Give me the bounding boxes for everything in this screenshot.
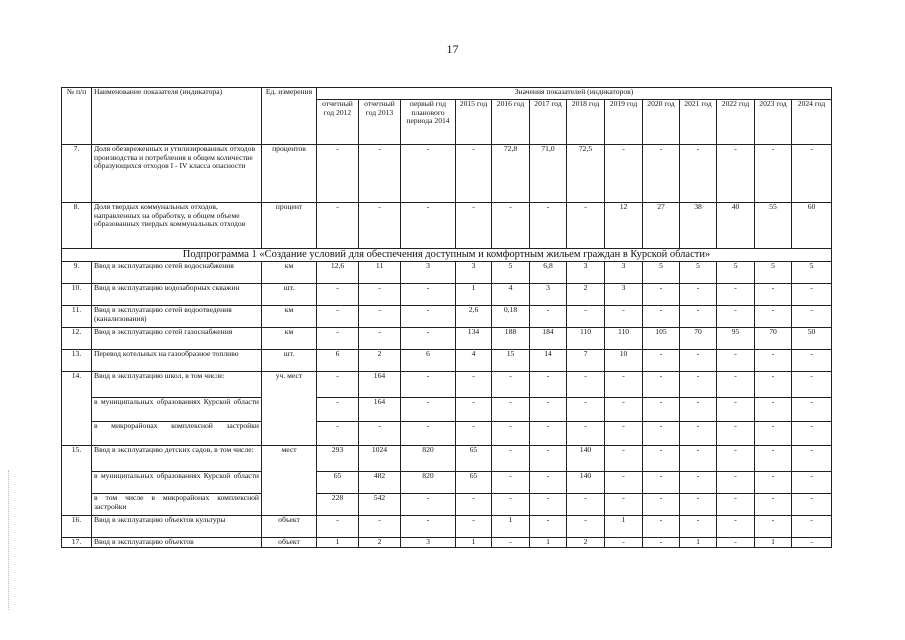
value-cell: 7 — [567, 350, 605, 372]
scan-edge — [8, 470, 10, 610]
value-cell: - — [317, 398, 359, 422]
value-cell: - — [605, 494, 643, 516]
value-cell: - — [567, 422, 605, 446]
value-cell: - — [643, 350, 680, 372]
value-cell: - — [359, 306, 401, 328]
value-cell: - — [680, 516, 717, 538]
table-row — [62, 203, 832, 249]
value-cell: 11 — [359, 262, 401, 284]
value-cell: - — [401, 494, 456, 516]
value-cell: - — [755, 422, 792, 446]
value-cell: 3 — [567, 262, 605, 284]
table-row — [62, 372, 832, 398]
value-cell: - — [359, 516, 401, 538]
unit-cell: км — [262, 262, 317, 284]
unit-cell: процентов — [262, 145, 317, 203]
value-cell: - — [492, 446, 530, 472]
unit-cell: шт. — [262, 284, 317, 306]
value-cell: - — [492, 494, 530, 516]
indicator-name: Перевод котельных на газообразное топливо — [92, 350, 262, 372]
value-cell: 60 — [792, 203, 832, 249]
value-cell: 134 — [456, 328, 492, 350]
value-cell: - — [530, 203, 567, 249]
value-cell: - — [605, 372, 643, 398]
value-cell: - — [567, 516, 605, 538]
value-cell: - — [643, 145, 680, 203]
value-cell: 3 — [605, 284, 643, 306]
value-cell: 3 — [530, 284, 567, 306]
header-year: отчетный год 2013 — [359, 100, 401, 145]
header-year: первый год планового периода 2014 — [401, 100, 456, 145]
value-cell: 5 — [680, 262, 717, 284]
value-cell: - — [792, 472, 832, 494]
value-cell: 65 — [317, 472, 359, 494]
table-body — [62, 145, 832, 548]
value-cell: - — [456, 145, 492, 203]
value-cell: 6 — [401, 350, 456, 372]
value-cell: - — [680, 372, 717, 398]
value-cell: - — [530, 422, 567, 446]
unit-cell: шт. — [262, 350, 317, 372]
value-cell: 2 — [359, 350, 401, 372]
indicator-name: Ввод в эксплуатацию сетей водоотведения (канализования) — [92, 306, 262, 328]
value-cell: - — [792, 398, 832, 422]
value-cell: - — [717, 306, 755, 328]
value-cell: - — [643, 446, 680, 472]
value-cell: 1 — [456, 284, 492, 306]
row-number: 8. — [62, 203, 92, 249]
row-number: 14. — [62, 372, 92, 446]
value-cell: 65 — [456, 472, 492, 494]
unit-cell: объект — [262, 538, 317, 548]
value-cell: - — [643, 494, 680, 516]
value-cell: - — [643, 538, 680, 548]
header-year: 2023 год — [755, 100, 792, 145]
value-cell: - — [401, 284, 456, 306]
value-cell: - — [755, 398, 792, 422]
row-number: 13. — [62, 350, 92, 372]
value-cell: - — [680, 306, 717, 328]
header-year: 2019 год — [605, 100, 643, 145]
value-cell: - — [717, 398, 755, 422]
value-cell: - — [317, 145, 359, 203]
header-year: 2021 год — [680, 100, 717, 145]
table-row — [62, 145, 832, 203]
value-cell: - — [755, 145, 792, 203]
indicator-name: Ввод в эксплуатацию объектов — [92, 538, 262, 548]
value-cell: - — [567, 306, 605, 328]
indicator-name: Ввод в эксплуатацию водозаборных скважин — [92, 284, 262, 306]
value-cell: - — [401, 328, 456, 350]
header-year: 2018 год — [567, 100, 605, 145]
value-cell: - — [717, 284, 755, 306]
value-cell: - — [492, 538, 530, 548]
value-cell: 38 — [680, 203, 717, 249]
unit-cell: уч. мест — [262, 372, 317, 446]
value-cell: 1 — [317, 538, 359, 548]
value-cell: - — [530, 372, 567, 398]
value-cell: - — [755, 494, 792, 516]
value-cell: - — [456, 422, 492, 446]
value-cell: 27 — [643, 203, 680, 249]
value-cell: - — [680, 472, 717, 494]
value-cell: - — [605, 398, 643, 422]
value-cell: - — [492, 472, 530, 494]
value-cell: - — [492, 398, 530, 422]
value-cell: - — [530, 398, 567, 422]
value-cell: - — [605, 145, 643, 203]
value-cell: - — [680, 422, 717, 446]
header-unit: Ед. измерения — [262, 88, 317, 145]
value-cell: - — [401, 516, 456, 538]
value-cell: - — [792, 284, 832, 306]
value-cell: 71,0 — [530, 145, 567, 203]
value-cell: - — [755, 284, 792, 306]
sub-indicator-name: в том числе в микрорайонах комплексной застройки — [92, 494, 262, 516]
value-cell: 14 — [530, 350, 567, 372]
value-cell: 1 — [605, 516, 643, 538]
value-cell: 15 — [492, 350, 530, 372]
unit-cell: мест — [262, 446, 317, 516]
value-cell: 110 — [605, 328, 643, 350]
value-cell: - — [401, 422, 456, 446]
indicator-name: Ввод в эксплуатацию объектов культуры — [92, 516, 262, 538]
value-cell: - — [643, 306, 680, 328]
value-cell: 1 — [530, 538, 567, 548]
value-cell: - — [792, 350, 832, 372]
value-cell: - — [401, 398, 456, 422]
value-cell: - — [456, 372, 492, 398]
value-cell: 3 — [605, 262, 643, 284]
value-cell: - — [643, 284, 680, 306]
value-cell: 820 — [401, 472, 456, 494]
value-cell: - — [717, 472, 755, 494]
value-cell: 1 — [755, 538, 792, 548]
value-cell: - — [567, 398, 605, 422]
value-cell: 293 — [317, 446, 359, 472]
value-cell: - — [456, 494, 492, 516]
value-cell: - — [680, 446, 717, 472]
sub-indicator-name: в муниципальных образованиях Курской области — [92, 398, 262, 422]
value-cell: - — [530, 494, 567, 516]
value-cell: - — [680, 398, 717, 422]
value-cell: - — [792, 372, 832, 398]
page-number: 17 — [446, 42, 459, 56]
value-cell: - — [456, 516, 492, 538]
value-cell: - — [567, 372, 605, 398]
header-values: Значения показателей (индикаторов) — [317, 88, 832, 100]
indicator-name: Ввод в эксплуатацию сетей газоснабжения — [92, 328, 262, 350]
value-cell: - — [755, 472, 792, 494]
header-year: 2020 год — [643, 100, 680, 145]
row-number: 16. — [62, 516, 92, 538]
value-cell: 2,6 — [456, 306, 492, 328]
value-cell: 140 — [567, 446, 605, 472]
value-cell: 12 — [605, 203, 643, 249]
value-cell: 2 — [567, 284, 605, 306]
value-cell: 4 — [492, 284, 530, 306]
header-year: 2016 год — [492, 100, 530, 145]
value-cell: 228 — [317, 494, 359, 516]
value-cell: 140 — [567, 472, 605, 494]
value-cell: - — [680, 494, 717, 516]
value-cell: - — [680, 145, 717, 203]
value-cell: - — [755, 372, 792, 398]
value-cell: - — [792, 306, 832, 328]
row-number: 9. — [62, 262, 92, 284]
table-row — [62, 446, 832, 472]
value-cell: 5 — [717, 262, 755, 284]
value-cell: - — [643, 398, 680, 422]
sub-indicator-name: в микрорайонах комплексной застройки — [92, 422, 262, 446]
value-cell: - — [680, 284, 717, 306]
value-cell: - — [456, 203, 492, 249]
value-cell: 2 — [359, 538, 401, 548]
value-cell: - — [717, 516, 755, 538]
value-cell: - — [605, 446, 643, 472]
unit-cell: км — [262, 306, 317, 328]
value-cell: - — [643, 372, 680, 398]
value-cell: - — [605, 306, 643, 328]
unit-cell: км — [262, 328, 317, 350]
value-cell: 3 — [401, 262, 456, 284]
header-year: отчетный год 2012 — [317, 100, 359, 145]
value-cell: - — [492, 203, 530, 249]
table-row — [62, 262, 832, 284]
value-cell: 1 — [456, 538, 492, 548]
value-cell: - — [317, 516, 359, 538]
value-cell: - — [530, 446, 567, 472]
value-cell: 5 — [755, 262, 792, 284]
value-cell: 5 — [643, 262, 680, 284]
header-year: 2017 год — [530, 100, 567, 145]
indicators-table — [61, 87, 832, 548]
value-cell: 50 — [792, 328, 832, 350]
value-cell: 5 — [792, 262, 832, 284]
value-cell: 72,5 — [567, 145, 605, 203]
value-cell: - — [401, 145, 456, 203]
value-cell: - — [359, 284, 401, 306]
value-cell: - — [567, 494, 605, 516]
value-cell: - — [680, 350, 717, 372]
value-cell: 482 — [359, 472, 401, 494]
header-name: Наименование показателя (индикатора) — [92, 88, 262, 145]
indicator-name: Доля твердых коммунальных отходов, направленных на обработку, в общем объеме образованных твердых коммунальных отходов — [92, 203, 262, 249]
value-cell: - — [792, 422, 832, 446]
value-cell: 55 — [755, 203, 792, 249]
table-row — [62, 306, 832, 328]
value-cell: - — [605, 422, 643, 446]
value-cell: 188 — [492, 328, 530, 350]
header-year: 2024 год — [792, 100, 832, 145]
value-cell: - — [492, 372, 530, 398]
value-cell: - — [755, 350, 792, 372]
value-cell: - — [317, 203, 359, 249]
row-number: 7. — [62, 145, 92, 203]
header-num: № п/п — [62, 88, 92, 145]
value-cell: 3 — [456, 262, 492, 284]
indicator-name: Ввод в эксплуатацию детских садов, в том числе: — [92, 446, 262, 472]
value-cell: - — [401, 203, 456, 249]
value-cell: - — [359, 422, 401, 446]
value-cell: - — [530, 472, 567, 494]
value-cell: - — [717, 422, 755, 446]
value-cell: - — [755, 306, 792, 328]
value-cell: 2 — [567, 538, 605, 548]
unit-cell: объект — [262, 516, 317, 538]
value-cell: 1 — [492, 516, 530, 538]
value-cell: - — [792, 538, 832, 548]
table-subrow — [62, 398, 832, 422]
value-cell: - — [717, 350, 755, 372]
value-cell: - — [792, 494, 832, 516]
row-number: 15. — [62, 446, 92, 516]
value-cell: - — [401, 306, 456, 328]
table-row — [62, 350, 832, 372]
value-cell: 0,18 — [492, 306, 530, 328]
value-cell: - — [755, 446, 792, 472]
value-cell: 1 — [680, 538, 717, 548]
subprogram-title: Подпрограмма 1 «Создание условий для обеспечения доступным и комфортным жильем граждан в Курской области» — [62, 249, 832, 262]
value-cell: - — [567, 203, 605, 249]
value-cell: - — [643, 472, 680, 494]
value-cell: 6,8 — [530, 262, 567, 284]
value-cell: - — [359, 203, 401, 249]
value-cell: - — [530, 516, 567, 538]
value-cell: - — [717, 446, 755, 472]
value-cell: - — [317, 306, 359, 328]
value-cell: 542 — [359, 494, 401, 516]
value-cell: - — [755, 516, 792, 538]
value-cell: - — [401, 372, 456, 398]
row-number: 12. — [62, 328, 92, 350]
indicator-name: Доля обезвреженных и утилизированных отходов производства и потребления в общем количестве образующихся отходов I - IV класса опасности — [92, 145, 262, 203]
value-cell: 1024 — [359, 446, 401, 472]
value-cell: 5 — [492, 262, 530, 284]
unit-cell: процент — [262, 203, 317, 249]
table-subrow — [62, 472, 832, 494]
value-cell: - — [792, 516, 832, 538]
value-cell: - — [530, 306, 567, 328]
value-cell: 105 — [643, 328, 680, 350]
table-subrow — [62, 422, 832, 446]
value-cell: 184 — [530, 328, 567, 350]
table-row — [62, 328, 832, 350]
table-row — [62, 284, 832, 306]
value-cell: 3 — [401, 538, 456, 548]
value-cell: 65 — [456, 446, 492, 472]
value-cell: - — [717, 145, 755, 203]
value-cell: - — [605, 472, 643, 494]
value-cell: 12,6 — [317, 262, 359, 284]
row-number: 17. — [62, 538, 92, 548]
value-cell: 10 — [605, 350, 643, 372]
value-cell: 164 — [359, 398, 401, 422]
value-cell: - — [317, 328, 359, 350]
value-cell: - — [792, 446, 832, 472]
table-row — [62, 516, 832, 538]
value-cell: - — [717, 538, 755, 548]
value-cell: - — [792, 145, 832, 203]
value-cell: - — [717, 372, 755, 398]
table-row — [62, 538, 832, 548]
header-year: 2022 год — [717, 100, 755, 145]
row-number: 11. — [62, 306, 92, 328]
value-cell: - — [717, 494, 755, 516]
row-number: 10. — [62, 284, 92, 306]
value-cell: 40 — [717, 203, 755, 249]
value-cell: - — [359, 328, 401, 350]
value-cell: - — [317, 284, 359, 306]
value-cell: - — [456, 398, 492, 422]
value-cell: - — [643, 516, 680, 538]
value-cell: - — [359, 145, 401, 203]
indicator-name: Ввод в эксплуатацию школ, в том числе: — [92, 372, 262, 398]
subprogram-row — [62, 249, 832, 262]
value-cell: 72,8 — [492, 145, 530, 203]
sub-indicator-name: в муниципальных образованиях Курской области — [92, 472, 262, 494]
value-cell: - — [492, 422, 530, 446]
value-cell: - — [317, 422, 359, 446]
value-cell: 110 — [567, 328, 605, 350]
value-cell: 4 — [456, 350, 492, 372]
value-cell: 164 — [359, 372, 401, 398]
table-subrow — [62, 494, 832, 516]
value-cell: - — [317, 372, 359, 398]
value-cell: 95 — [717, 328, 755, 350]
value-cell: 820 — [401, 446, 456, 472]
value-cell: - — [605, 538, 643, 548]
indicator-name: Ввод в эксплуатацию сетей водоснабжения — [92, 262, 262, 284]
value-cell: 70 — [680, 328, 717, 350]
value-cell: - — [643, 422, 680, 446]
value-cell: 70 — [755, 328, 792, 350]
header-year: 2015 год — [456, 100, 492, 145]
value-cell: 6 — [317, 350, 359, 372]
